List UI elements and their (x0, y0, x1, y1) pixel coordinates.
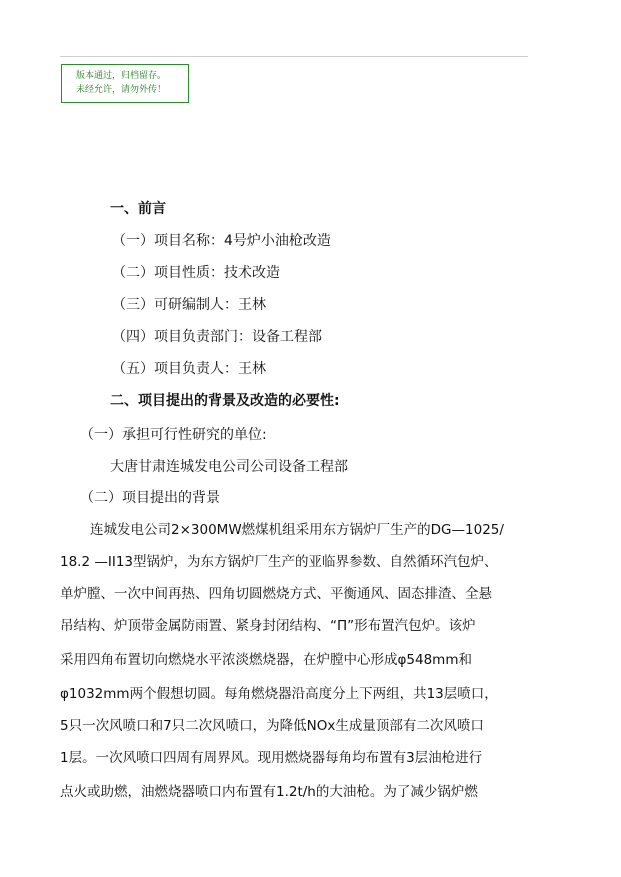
section-2-title: 二、项目提出的背景及改造的必要性: (110, 393, 340, 409)
header-rule (60, 56, 528, 57)
section-1-title: 一、前言 (110, 201, 166, 217)
body-line: 连城发电公司2×300MW燃煤机组采用东方锅炉厂生产的DG—1025/ (90, 522, 504, 538)
stamp-line-2: 未经允许，请勿外传！ (76, 85, 167, 95)
body-line: 点火或助燃，油燃烧器喷口内布置有1.2t/h的大油枪。为了减少锅炉燃 (60, 784, 478, 800)
approval-stamp (61, 64, 189, 103)
section-1-item: （五）项目负责人：王林 (112, 361, 266, 377)
section-1-item: （三）可研编制人：王林 (112, 297, 266, 313)
section-2-subheading: （一）承担可行性研究的单位: (80, 427, 267, 443)
section-1-item: （四）项目负责部门：设备工程部 (112, 329, 322, 345)
body-line: 采用四角布置切向燃烧水平浓淡燃烧器，在炉膛中心形成φ548mm和 (60, 652, 472, 668)
section-1-item: （二）项目性质：技术改造 (112, 265, 280, 281)
stamp-line-1: 版本通过，归档留存。 (76, 71, 167, 81)
body-line: 1层。一次风喷口四周有周界风。现用燃烧器每角均布置有3层油枪进行 (60, 750, 483, 766)
body-line: 18.2 —II13型锅炉，为东方锅炉厂生产的亚临界参数、自然循环汽包炉、 (60, 554, 498, 570)
body-line: φ1032mm两个假想切圆。每角燃烧器沿高度分上下两组，共13层喷口， (60, 686, 498, 702)
body-line: 吊结构、炉顶带金属防雨置、紧身封闭结构、“Π”形布置汽包炉。该炉 (60, 618, 476, 634)
body-line: 5只一次风喷口和7只二次风喷口，为降低NOx生成量顶部有二次风喷口 (60, 718, 484, 734)
section-2-unit: 大唐甘肃连城发电公司公司设备工程部 (110, 459, 348, 475)
section-1-item: （一）项目名称：4号炉小油枪改造 (112, 233, 331, 249)
section-2-subheading: （二）项目提出的背景 (80, 490, 220, 506)
body-line: 单炉膛、一次中间再热、四角切圆燃烧方式、平衡通风、固态排渣、全悬 (60, 586, 492, 602)
